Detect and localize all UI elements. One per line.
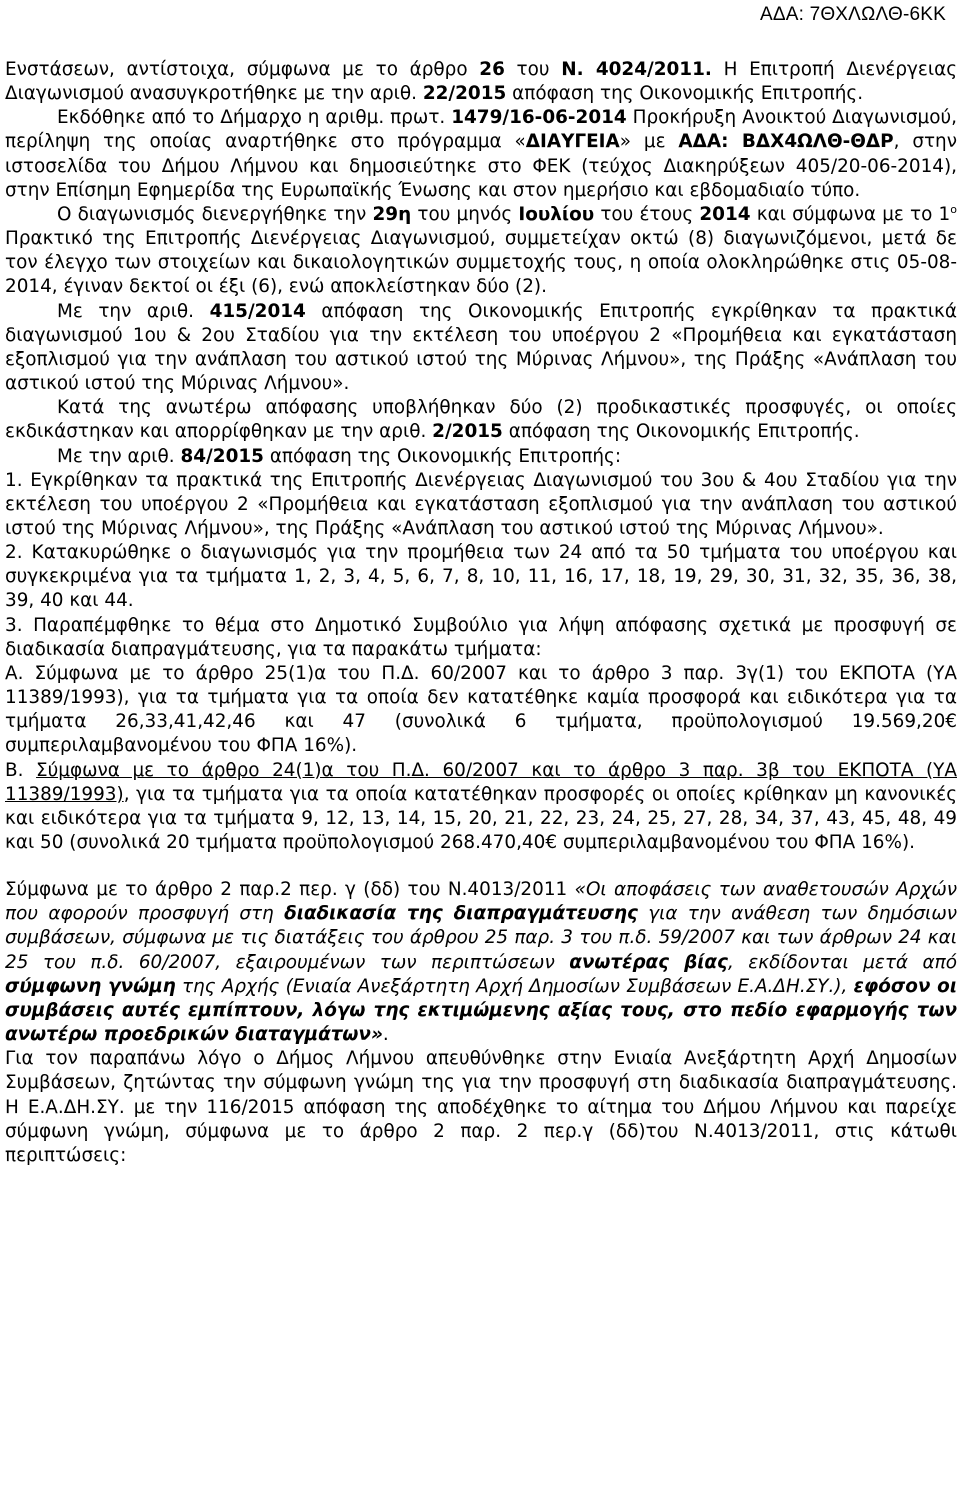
document-body [5, 58, 957, 1168]
list-item-a: Α. Σύμφωνα με το άρθρο 25(1)α του Π.Δ. 60/2007 και το άρθρο 3 παρ. 3γ(1) του ΕΚΠΟΤΑ (ΥΑ 11389/1993), για τα τμήματα για τα οποία δεν κατατέθηκε καμία προσφορά και ειδικότερα για τα τμήματα 26,33,41,42,46 και 47 (συνολικά 6 τμήματα, προϋπολογισμού 19.569,20€ συμπεριλαμβανομένου του ΦΠΑ 16%). [5, 662, 957, 757]
paragraph-tender-conduct: Ο διαγωνισμός διενεργήθηκε την 29η του μηνός Ιουλίου του έτους 2014 και σύμφωνα με το $1^o$ Πρακτικό της Επιτροπής Διενέργειας Διαγωνισμού, συμμετείχαν οκτώ (8) διαγωνιζόμενοι, μετά δε τον έλεγχο των στοιχείων και δικαιολογητικών συμμετοχής τους, η οποία ολοκληρώθηκε στις 05-08-2014, έγιναν δεκτοί οι έξι (6), ενώ αποκλείστηκαν δύο (2). [5, 202, 957, 298]
paragraph-decision-415: Με την αριθ. 415/2014 απόφαση της Οικονομικής Επιτροπής εγκρίθηκαν τα πρακτικά διαγωνισμού 1ου & 2ου Σταδίου για την εκτέλεση του υποέργου 2 «Προμήθεια και εγκατάσταση εξοπλισμού για την ανάπλαση του αστικού ιστού της Μύρινας Λήμνου», της Πράξης «Ανάπλαση του αστικού ιστού της Μύρινας Λήμνου». [5, 300, 958, 395]
list-item-b: Β. Σύμφωνα με το άρθρο 24(1)α του Π.Δ. 60/2007 και το άρθρο 3 παρ. 3β του ΕΚΠΟΤΑ (ΥΑ 11389/1993), για τα τμήματα για τα οποία κατατέθηκαν προσφορές οι οποίες κρίθηκαν μη κανονικές και ειδικότερα για τα τμήματα 9, 12, 13, 14, 15, 20, 21, 22, 23, 24, 25, 27, 28, 34, 37, 43, 45, 48, 49 και 50 (συνολικά 20 τμήματα προϋπολογισμού 268.470,40€ συμπεριλαμβανομένου του ΦΠΑ 16%). [5, 759, 957, 853]
list-item-3: 3. Παραπέμφθηκε το θέμα στο Δημοτικό Συμβούλιο για λήψη απόφασης σχετικά με προσφυγή σε διαδικασία διαπραγμάτευσης, για τα παρακάτω τμήματα: [5, 614, 957, 660]
list-item-2: 2. Κατακυρώθηκε ο διαγωνισμός για την προμήθεια των 24 από τα 50 τμήματα του υποέργου και συγκεκριμένα για τα τμήματα 1, 2, 3, 4, 5, 6, 7, 8, 10, 11, 16, 17, 18, 19, 29, 30, 31, 32, 35, 36, 38, 39, 40 και 44. [5, 542, 957, 612]
paragraph-decision-84: Με την αριθ. 84/2015 απόφαση της Οικονομικής Επιτροπής: [57, 445, 622, 467]
paragraph-eadisy: Για τον παραπάνω λόγο ο Δήμος Λήμνου απευθύνθηκε στην Ενιαία Ανεξάρτητη Αρχή Δημοσίων Συμβάσεων, ζητώντας την σύμφωνη γνώμη της για την προσφυγή στη διαδικασία διαπραγμάτευσης. Η Ε.Α.ΔΗ.ΣΥ. με την 116/2015 απόφαση της αποδέχθηκε το αίτημα του Δήμου Λήμνου και παρείχε σύμφωνη γνώμη, σύμφωνα με το άρθρο 2 παρ. 2 περ.γ (δδ)του Ν.4013/2011, στις κάτωθι περιπτώσεις: [5, 1048, 957, 1166]
paragraph-law-quote: Σύμφωνα με το άρθρο 2 παρ.2 περ. γ (δδ) του Ν.4013/2011 «Οι αποφάσεις των αναθετουσών Αρχών που αφορούν προσφυγή στη διαδικασία της διαπραγμάτευσης για την ανάθεση των δημόσιων συμβάσεων, σύμφωνα με τις διατάξεις του άρθρου 25 παρ. 3 του π.δ. 59/2007 και των άρθρων 24 και 25 του π.δ. 60/2007, εξαιρουμένων των περιπτώσεων ανωτέρας βίας, εκδίδονται μετά από σύμφωνη γνώμη της Αρχής (Ενιαία Ανεξάρτητη Αρχή Δημοσίων Συμβάσεων Ε.Α.ΔΗ.ΣΥ.), εφόσον οι συμβάσεις αυτές εμπίπτουν, λόγω της εκτιμώμενης αξίας τους, στο πεδίο εφαρμογής των ανωτέρω προεδρικών διαταγμάτων». [5, 879, 958, 1046]
paragraph-appeals: Κατά της ανωτέρω απόφασης υποβλήθηκαν δύο (2) προδικαστικές προσφυγές, οι οποίες εκδικάστηκαν και απορρίφθηκαν με την αριθ. 2/2015 απόφαση της Οικονομικής Επιτροπής. [5, 397, 957, 443]
paragraph-committee: Ενστάσεων, αντίστοιχα, σύμφωνα με το άρθρο 26 του Ν. 4024/2011. Η Επιτροπή Διενέργειας Διαγωνισμού ανασυγκροτήθηκε με την αριθ. 22/2015 απόφαση της Οικονομικής Επιτροπής. [5, 59, 957, 105]
paragraph-proclamation: Εκδόθηκε από το Δήμαρχο η αριθμ. πρωτ. 1479/16-06-2014 Προκήρυξη Ανοικτού Διαγωνισμού, περίληψη της οποίας αναρτήθηκε στο πρόγραμμα «ΔΙΑΥΓΕΙΑ» με ΑΔΑ: ΒΔΧ4ΩΛΘ-ΘΔΡ, στην ιστοσελίδα του Δήμου Λήμνου και δημοσιεύτηκε στο ΦΕΚ (τεύχος Διακηρύξεων 405/20-06-2014), στην Επίσημη Εφημερίδα της Ευρωπαϊκής Ένωσης και στον ημερήσιο και εβδομαδιαίο τύπο. [5, 107, 957, 201]
ada-header: ΑΔΑ: 7ΘΧΛΩΛΘ-6ΚΚ [759, 4, 946, 25]
paragraph-gap [5, 855, 957, 878]
list-item-1: 1. Εγκρίθηκαν τα πρακτικά της Επιτροπής Διενέργειας Διαγωνισμού του 3ου & 4ου Σταδίου για την εκτέλεση του υποέργου 2 «Προμήθεια και εγκατάσταση εξοπλισμού για την ανάπλαση του αστικού ιστού της Μύρινας Λήμνου», της Πράξης «Ανάπλαση του αστικού ιστού της Μύρινας Λήμνου». [5, 469, 957, 539]
